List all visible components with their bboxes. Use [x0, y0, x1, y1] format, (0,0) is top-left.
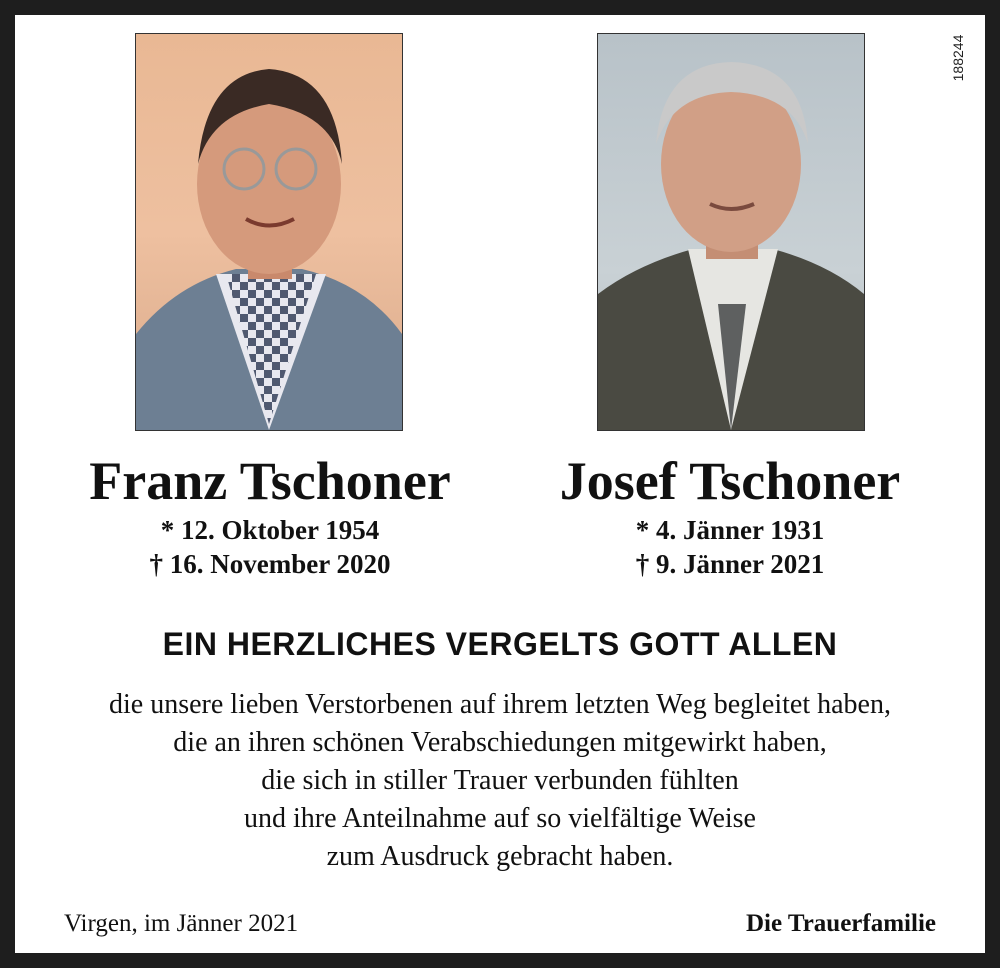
thank-you-text	[0, 686, 1000, 876]
death-date: † 9. Jänner 2021	[635, 549, 825, 579]
signature: Die Trauerfamilie	[746, 910, 936, 937]
ad-number: 188244	[950, 34, 966, 82]
person-name: Franz Tschoner	[89, 451, 451, 511]
text-line: die unsere lieben Verstorbenen auf ihrem letzten Weg begleitet haben,	[109, 689, 891, 720]
place-date: Virgen, im Jänner 2021	[64, 910, 299, 937]
headline: EIN HERZLICHES VERGELTS GOTT ALLEN	[162, 626, 838, 662]
person-name: Josef Tschoner	[559, 451, 901, 511]
birth-date: * 12. Oktober 1954	[160, 515, 380, 545]
text-line: und ihre Anteilnahme auf so vielfältige Weise	[244, 803, 756, 834]
birth-date: * 4. Jänner 1931	[635, 515, 825, 545]
portrait-josef	[597, 33, 865, 431]
text-line: zum Ausdruck gebracht haben.	[326, 841, 674, 872]
text-line: die an ihren schönen Verabschiedungen mitgewirkt haben,	[173, 727, 827, 758]
text-line: die sich in stiller Trauer verbunden fühlten	[261, 765, 739, 796]
portrait-franz	[135, 33, 403, 431]
death-date: † 16. November 2020	[149, 549, 391, 579]
